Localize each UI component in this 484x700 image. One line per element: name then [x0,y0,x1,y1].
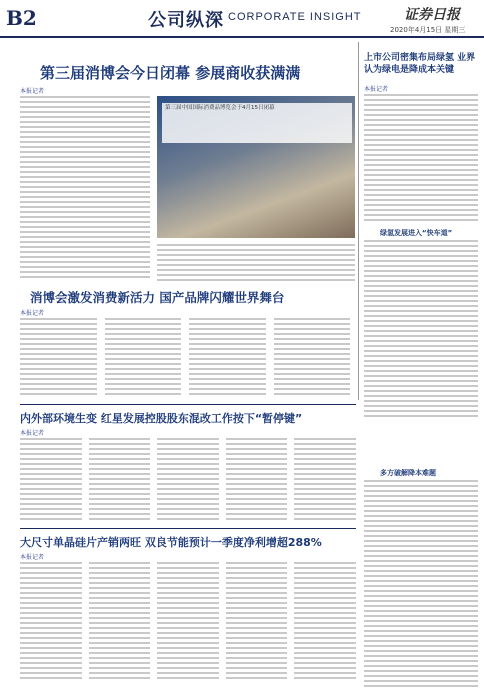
photo-caption: 第三届中国国际消费品博览会于4月15日闭幕 [162,103,352,143]
page-header [0,0,484,38]
masthead-logo: 证券日报 [404,7,460,23]
sidebar-subhead-1: 绿氢发展进入“快车道” [380,229,453,237]
header-rule [0,36,484,38]
section-title-en: CORPORATE INSIGHT [228,11,362,23]
sidebar-body-3 [364,480,478,692]
third-byline: 本报记者 [20,430,45,437]
issue-date: 2020年4月15日 星期三 [390,26,466,34]
sidebar-body-1 [364,94,478,224]
lead-headline: 第三届消博会今日闭幕 参展商收获满满 [40,64,301,82]
sidebar-byline: 本报记者 [364,86,389,93]
fourth-headline: 大尺寸单晶硅片产销两旺 双良节能预计一季度净利增超288% [20,536,322,549]
lead-byline: 本报记者 [20,88,45,95]
section-rule-2 [20,528,356,529]
section-rule [20,404,356,405]
fourth-body [20,562,356,694]
second-headline: 消博会激发消费新活力 国产品牌闪耀世界舞台 [30,290,285,305]
third-body [20,438,356,526]
sidebar-subhead-2: 多方破解降本难题 [380,469,436,477]
second-body [20,318,350,400]
section-title: 公司纵深 [148,10,224,31]
page-number: B2 [6,6,37,30]
lead-body-col1 [20,96,150,282]
lead-body-col2 [157,244,355,284]
second-byline: 本报记者 [20,310,45,317]
column-divider [358,42,359,400]
sidebar-headline: 上市公司密集布局绿氢 业界认为绿电是降成本关键 [364,53,476,75]
sidebar-body-2 [364,240,478,420]
third-headline: 内外部环境生变 红星发展控股股东混改工作按下“暂停键” [20,412,303,425]
fourth-byline: 本报记者 [20,554,45,561]
